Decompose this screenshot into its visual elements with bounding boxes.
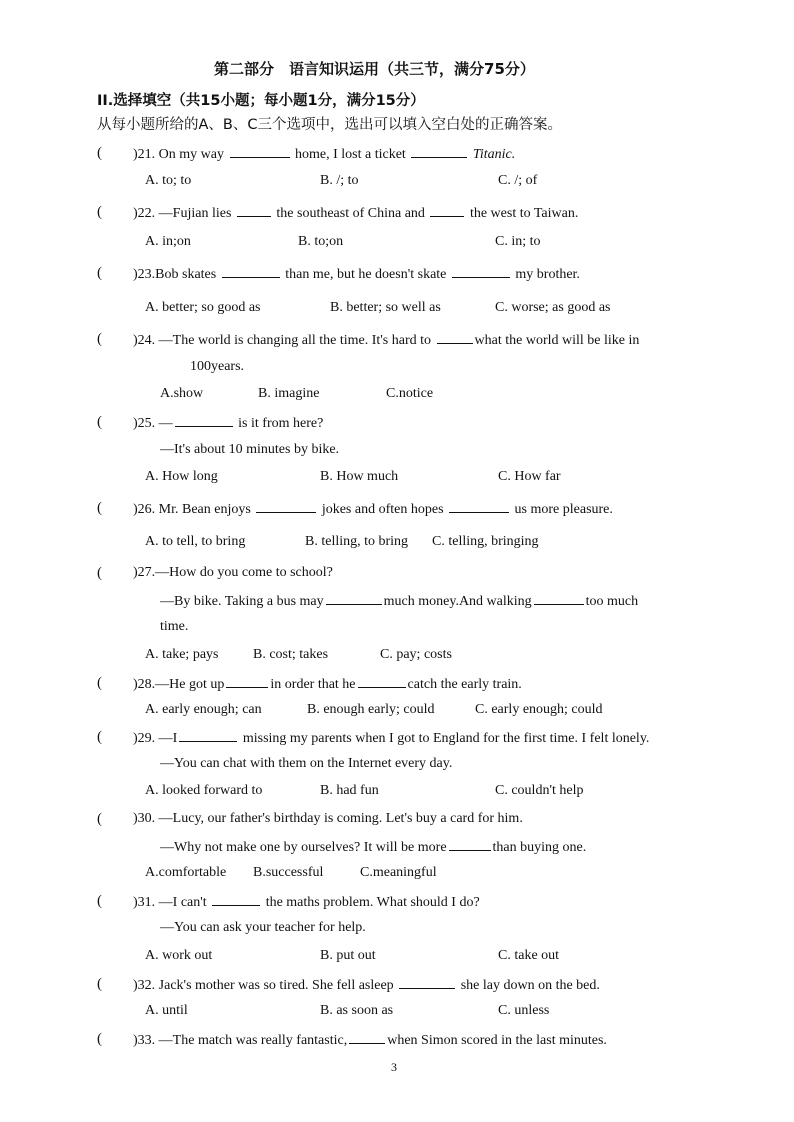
question-text: too much [585,594,639,609]
answer-blank [452,264,510,278]
question-text: —Why not make one by ourselves? It will be more [160,840,447,855]
option-a: A. to; to [145,173,192,188]
question-text: —The match was really fantastic, [158,1033,348,1048]
option-b: B. enough early; could [307,702,435,717]
option-b: B. to;on [298,234,344,249]
answer-paren: ( [97,729,102,745]
option-c: C.meaningful [360,865,437,880]
question-number: )33. [133,1033,156,1048]
question-text: Bob skates [155,267,217,282]
answer-paren: ( [97,893,102,909]
answer-blank [411,144,467,158]
option-c: C. couldn't help [495,783,584,798]
option-a: A. in;on [145,234,191,249]
option-c: C. /; of [498,173,538,188]
question-23 [133,264,580,284]
question-text: —How do you come to school? [155,565,333,580]
answer-blank [349,1030,385,1044]
option-c: C. unless [498,1003,550,1018]
option-b: B. cost; takes [253,647,329,662]
question-number: )27. [133,565,156,580]
answer-paren: ( [97,976,102,992]
question-text: the west to Taiwan. [469,206,579,221]
question-33 [133,1030,607,1050]
answer-paren: ( [97,331,102,347]
answer-blank [534,591,584,605]
question-text: —I [158,731,178,746]
option-a: A. early enough; can [145,702,262,717]
option-a: A. How long [145,469,218,484]
answer-blank [237,203,271,217]
question-text: Mr. Bean enjoys [158,502,251,517]
question-text: what the world will be like in [474,333,640,348]
answer-blank [358,674,406,688]
question-text: —You can ask your teacher for help. [160,920,366,935]
option-c: C. early enough; could [475,702,603,717]
answer-paren: ( [97,1031,102,1047]
answer-blank [449,837,491,851]
question-text: than buying one. [492,840,587,855]
question-number: )30. [133,811,156,826]
answer-blank [430,203,464,217]
question-text: —The world is changing all the time. It's hard to [158,333,432,348]
question-text: the southeast of China and [276,206,425,221]
question-text: time. [160,619,189,634]
option-b: B. better; so well as [330,300,441,315]
option-b: B. had fun [320,783,379,798]
question-32 [133,975,600,995]
question-text: Titanic. [472,147,516,162]
question-22 [133,203,578,223]
question-text: she lay down on the bed. [460,978,600,993]
question-number: )31. [133,895,156,910]
question-number: )32. [133,978,156,993]
option-c: C. How far [498,469,561,484]
option-a: A.show [160,386,204,401]
option-b: B. /; to [320,173,359,188]
question-text: my brother. [515,267,580,282]
option-c: C.notice [386,386,434,401]
question-text: Jack's mother was so tired. She fell asleep [158,978,394,993]
option-a: A. better; so good as [145,300,261,315]
option-a: A. take; pays [145,647,219,662]
question-text: 100years. [190,359,245,374]
question-text: missing my parents when I got to England for the first time. I felt lonely. [242,731,650,746]
question-text [160,837,586,857]
answer-blank [226,674,268,688]
question-text: —I can't [158,895,207,910]
answer-blank [449,499,509,513]
question-text: much money.And walking [383,594,532,609]
part-title: 第二部分 语言知识运用（共三节，满分75分） [214,60,535,78]
answer-paren: ( [97,811,102,827]
question-number: )21. [133,147,156,162]
question-26 [133,499,613,519]
answer-paren: ( [97,204,102,220]
answer-blank [175,413,233,427]
question-24 [133,330,639,350]
option-a: A.comfortable [145,865,227,880]
answer-paren: ( [97,414,102,430]
question-text: On my way [158,147,224,162]
question-number: )22. [133,206,156,221]
question-text: jokes and often hopes [321,502,444,517]
question-text: —He got up [155,677,225,692]
option-b: B. How much [320,469,399,484]
question-number: )29. [133,731,156,746]
question-text: —You can chat with them on the Internet every day. [160,756,453,771]
option-b: B. telling, to bring [305,534,409,549]
answer-blank [256,499,316,513]
question-text [160,591,638,611]
question-text: —Fujian lies [158,206,232,221]
option-b: B.successful [253,865,324,880]
question-number: )23. [133,267,156,282]
question-text: us more pleasure. [514,502,613,517]
answer-blank [222,264,280,278]
answer-blank [179,728,237,742]
option-a: A. until [145,1003,188,1018]
answer-blank [326,591,382,605]
option-a: A. work out [145,948,213,963]
question-text: is it from here? [238,416,324,431]
answer-paren: ( [97,675,102,691]
question-number: )26. [133,502,156,517]
question-text: in order that he [270,677,356,692]
option-c: C. worse; as good as [495,300,611,315]
question-text: catch the early train. [407,677,522,692]
answer-paren: ( [97,145,102,161]
answer-blank [437,330,473,344]
question-text: home, I lost a ticket [295,147,406,162]
option-c: C. in; to [495,234,541,249]
option-b: B. imagine [258,386,320,401]
question-text: —By bike. Taking a bus may [160,594,324,609]
question-number: )28. [133,677,156,692]
question-number: )25. [133,416,156,431]
question-28 [133,674,522,694]
answer-paren: ( [97,500,102,516]
answer-blank [230,144,290,158]
page-number: 3 [391,1060,397,1074]
option-a: A. looked forward to [145,783,263,798]
question-text: —It's about 10 minutes by bike. [160,442,340,457]
question-31 [133,892,480,912]
option-b: B. put out [320,948,376,963]
question-25 [133,413,323,433]
instruction: 从每小题所给的A、B、C三个选项中，选出可以填入空白处的正确答案。 [97,117,562,133]
question-text: the maths problem. What should I do? [265,895,480,910]
option-a: A. to tell, to bring [145,534,246,549]
option-c: C. telling, bringing [432,534,539,549]
question-29 [133,728,649,748]
question-text: when Simon scored in the last minutes. [387,1033,607,1048]
question-30 [133,810,523,828]
answer-paren: ( [97,565,102,581]
option-c: C. take out [498,948,560,963]
section-heading: II.选择填空（共15小题；每小题1分，满分15分） [97,93,425,109]
answer-blank [212,892,260,906]
option-b: B. as soon as [320,1003,394,1018]
question-21 [133,144,515,164]
option-c: C. pay; costs [380,647,452,662]
answer-blank [399,975,455,989]
answer-paren: ( [97,265,102,281]
question-27 [133,564,333,582]
question-text: — [158,416,173,431]
question-text: than me, but he doesn't skate [285,267,447,282]
question-number: )24. [133,333,156,348]
question-text: —Lucy, our father's birthday is coming. Let's buy a card for him. [158,811,523,826]
